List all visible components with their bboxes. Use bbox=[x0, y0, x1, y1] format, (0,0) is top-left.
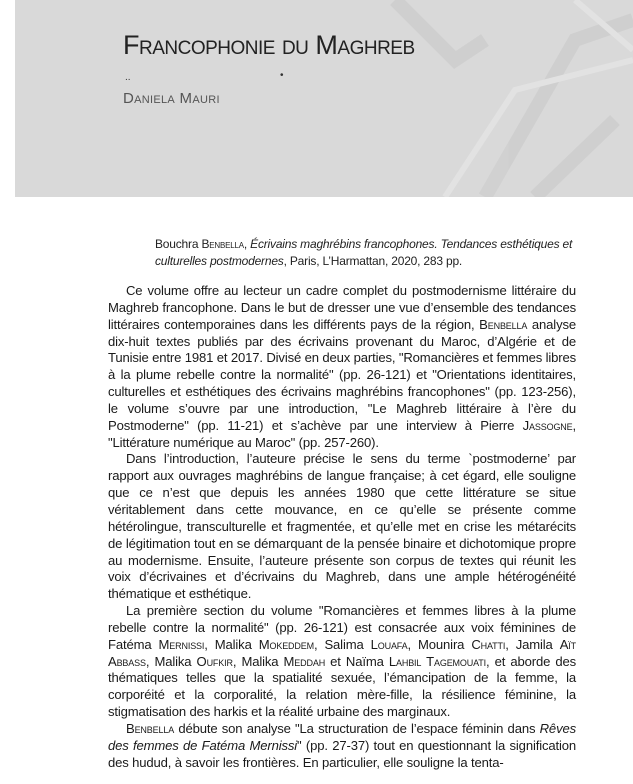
section-title: Francophonie du Maghreb bbox=[123, 30, 415, 60]
rule-mark-dot: • bbox=[280, 70, 284, 81]
rule-mark-left: .. bbox=[125, 72, 131, 83]
p3-name-chatti: Chatti bbox=[471, 636, 506, 652]
paragraph-1 bbox=[108, 283, 576, 451]
p1-text-a: Ce volume offre au lecteur un cadre complet du postmodernisme littéraire du Maghreb francophone. Dans le but de dresser une vue d’ensemble des tendances littéraires contemporaines dans les différents pays de la région, bbox=[108, 283, 576, 332]
p3-name-lahbil: Lahbil Tagemouati bbox=[388, 653, 486, 669]
reference-book-title: Écrivains maghrébins francophones. Tendances esthétiques et culturelles postmodernes bbox=[155, 237, 573, 268]
p1-name-jassogne: Jassogne bbox=[522, 417, 573, 433]
paragraph-2: Dans l’introduction, l’auteure précise le sens du terme `postmoderne’ par rapport aux ouvrages maghrébins de langue française; à cet égard, elle souligne que ce n’est que depuis les années 1980 que cette littérature se situe véritablement dans cette mouvance, en ce qu’elle se présente comme hétérolingue, transculturelle et fragmentée, et qu’elle met en crise les métarécits de légitimation tout en se démarquant de la pensée binaire et dichotomique propre au modernisme. Ensuite, l’auteure présente son corpus de textes qui réunit les voix d’écrivaines et d’écrivains du Maghreb, dans une ample hétérogénéité thématique et esthétique. bbox=[108, 451, 576, 602]
p1-text-b: analyse dix-huit textes publiés par des écrivains provenant du Maroc, d’Algérie et de Tunisie entre 1981 et 2017. Divisé en deux parties, "Romancières et femmes libres à la plume rebelle contre la normalité" (pp. 26-121) et "Orientations identitaires, culturelles et esthétiques des écrivains maghrébins francophones" (pp. 123-256), le volume s’ouvre par une introduction, "Le Maghreb littéraire à l’ère du Postmoderne" (pp. 11-21) et s’achève par une interview à Pierre bbox=[108, 316, 576, 433]
p4-text-b: " (pp. 27-37) tout en questionnant la signification des hudud, à savoir les frontières. En particulier, elle souligne la tenta- bbox=[108, 737, 576, 770]
p3-text-f: , Malika bbox=[145, 653, 197, 669]
p3-name-ait-abbass: Aït Abbass bbox=[108, 636, 576, 669]
p3-text-c: , Salima bbox=[313, 636, 371, 652]
p3-text-g: , Malika bbox=[232, 653, 284, 669]
book-reference bbox=[155, 236, 585, 270]
p3-name-mokeddem: Mokeddem bbox=[258, 636, 314, 652]
p1-text-c: , "Littérature numérique au Maroc" (pp. 257-260). bbox=[108, 417, 576, 450]
paragraph-4 bbox=[108, 721, 576, 772]
p3-name-mernissi: Mernissi bbox=[158, 636, 205, 652]
p1-name-benbella: Benbella bbox=[479, 316, 528, 332]
paragraph-3 bbox=[108, 603, 576, 721]
header-band bbox=[15, 0, 633, 197]
p3-text-b: , Malika bbox=[204, 636, 259, 652]
p3-text-a: La première section du volume "Romancières et femmes libres à la plume rebelle contre la normalité" (pp. 26-121) est consacrée aux voix féminines de Fatéma bbox=[108, 603, 576, 652]
p4-name-benbella: Benbella bbox=[126, 720, 175, 736]
article-author: Daniela Mauri bbox=[123, 90, 220, 107]
reference-author-last: Benbella bbox=[201, 237, 244, 251]
reference-author-first: Bouchra bbox=[155, 237, 202, 251]
p4-text-a: débute son analyse "La structuration de l’espace féminin dans bbox=[174, 720, 540, 736]
p3-text-d: , Mounira bbox=[407, 636, 472, 652]
p3-text-i: , et aborde des thématiques telles que la spatialité sexuée, l’émancipation de la femme, la corporéité et la corporalité, la relation mère-fille, la résilience féminine, la stigmatisation des harkis et la réalité urbaine des marginaux. bbox=[108, 653, 577, 720]
p4-book-title: Rêves des femmes de Fatéma Mernissi bbox=[108, 720, 576, 753]
p3-text-e: , Jamila bbox=[505, 636, 560, 652]
p3-name-meddah: Meddah bbox=[283, 653, 326, 669]
reference-sep: , bbox=[243, 237, 251, 251]
p3-name-louafa: Louafa bbox=[370, 636, 408, 652]
p3-name-oufkir: Oufkir bbox=[196, 653, 233, 669]
reference-details: , Paris, L’Harmattan, 2020, 283 pp. bbox=[283, 254, 463, 268]
p3-text-h: et Naïma bbox=[325, 653, 389, 669]
review-body bbox=[108, 283, 576, 771]
